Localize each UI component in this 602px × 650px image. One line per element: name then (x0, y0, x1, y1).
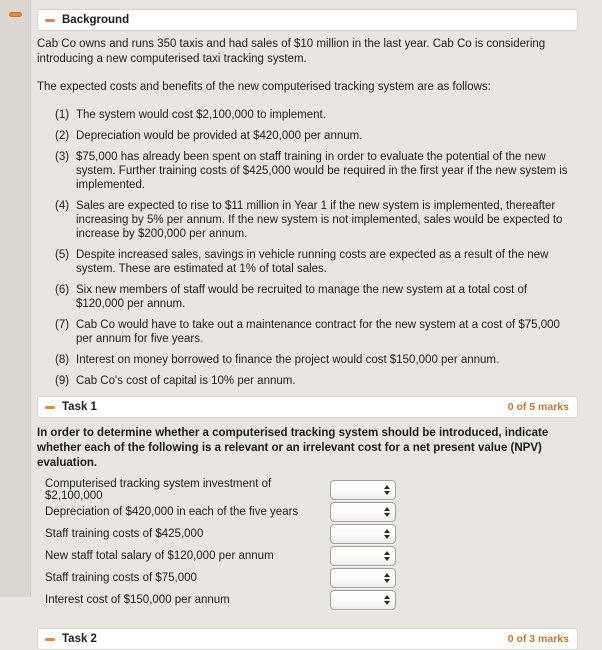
relevance-select[interactable] (330, 524, 396, 544)
relevance-select[interactable] (330, 568, 396, 588)
section-title: Task 1 (62, 401, 97, 413)
list-item (55, 150, 578, 192)
relevance-select[interactable] (330, 480, 396, 500)
relevance-select-wrap (330, 590, 396, 610)
relevance-select-wrap (330, 524, 396, 544)
list-item-number: (7) (55, 319, 70, 331)
task1-instruction: In order to determine whether a computerised tracking system should be introduced, indicate whether each of the following is a relevant or an irrelevant cost for a net present value (NPV) evaluation. (37, 427, 549, 469)
fact-list (55, 108, 578, 388)
relevance-select-wrap (330, 480, 396, 500)
relevance-select-wrap (330, 502, 396, 522)
list-item-number: (2) (55, 130, 70, 142)
list-item-number: (6) (55, 284, 70, 296)
list-item-number: (1) (55, 109, 70, 121)
relevance-select-wrap (330, 546, 396, 566)
background-section-header[interactable] (37, 9, 578, 31)
form-row-label: Computerised tracking system investment of $2,100,000 (45, 478, 272, 502)
list-item-text: $75,000 has already been spent on staff training in order to evaluate the potential of the new system. Further training costs of $425,000 would be required in the first year if the new system is implemented. (76, 151, 568, 191)
form-row-label: Staff training costs of $425,000 (45, 528, 204, 540)
question-content (37, 9, 578, 650)
form-row-label: Depreciation of $420,000 in each of the five years (45, 506, 299, 518)
relevance-select-wrap (330, 568, 396, 588)
list-item-number: (3) (55, 151, 70, 163)
list-item-text: Cab Co would have to take out a maintenance contract for the new system at a cost of $75,000 per annum for five years. (76, 319, 560, 345)
marks-badge: 0 of 3 marks (507, 633, 569, 645)
list-item (55, 108, 578, 122)
collapse-minus-icon[interactable] (45, 19, 55, 22)
collapse-minus-icon[interactable] (45, 638, 55, 641)
task1-form (45, 480, 578, 610)
list-item-text: Despite increased sales, savings in vehicle running costs are expected as a result of the new system. These are estimated at 1% of total sales. (76, 249, 549, 275)
background-paragraph-2: The expected costs and benefits of the new computerised tracking system are as follows: (37, 81, 491, 93)
task2-section-header[interactable] (37, 628, 578, 650)
relevance-select[interactable] (330, 502, 396, 522)
list-item (55, 353, 578, 367)
form-row (45, 502, 578, 522)
section-title: Task 2 (62, 633, 97, 645)
splitter-strip (0, 0, 31, 597)
list-item-number: (8) (55, 354, 70, 366)
list-item (55, 129, 578, 143)
list-item (55, 374, 578, 388)
list-item (55, 318, 578, 346)
form-row (45, 524, 578, 544)
form-row-label: Staff training costs of $75,000 (45, 572, 197, 584)
section-title: Background (62, 14, 130, 26)
marks-badge: 0 of 5 marks (507, 401, 569, 413)
collapse-panel-icon[interactable] (9, 12, 22, 17)
form-row (45, 590, 578, 610)
form-row-label: Interest cost of $150,000 per annum (45, 594, 230, 606)
list-item (55, 199, 578, 241)
form-row-label: New staff total salary of $120,000 per annum (45, 550, 274, 562)
relevance-select[interactable] (330, 546, 396, 566)
collapse-minus-icon[interactable] (45, 406, 55, 409)
list-item-text: Six new members of staff would be recruited to manage the new system at a total cost of $120,000 per annum. (76, 284, 528, 310)
list-item-number: (9) (55, 375, 70, 387)
list-item-text: Sales are expected to rise to $11 million in Year 1 if the new system is implemented, thereafter increasing by 5% per annum. If the new system is not implemented, sales would be expected to increase by $200,000 per annum. (76, 200, 563, 240)
list-item (55, 248, 578, 276)
list-item-text: Interest on money borrowed to finance the project would cost $150,000 per annum. (76, 354, 500, 366)
form-row (45, 480, 578, 500)
list-item (55, 283, 578, 311)
form-row (45, 568, 578, 588)
task1-section-header[interactable] (37, 396, 578, 418)
list-item-text: Depreciation would be provided at $420,000 per annum. (76, 130, 363, 142)
list-item-number: (5) (55, 249, 70, 261)
form-row (45, 546, 578, 566)
relevance-select[interactable] (330, 590, 396, 610)
list-item-number: (4) (55, 200, 70, 212)
background-paragraph-1: Cab Co owns and runs 350 taxis and had sales of $10 million in the last year. Cab Co is considering introducing a new computerised taxi tracking system. (37, 38, 546, 65)
list-item-text: The system would cost $2,100,000 to implement. (76, 109, 326, 121)
list-item-text: Cab Co's cost of capital is 10% per annum. (76, 375, 296, 387)
